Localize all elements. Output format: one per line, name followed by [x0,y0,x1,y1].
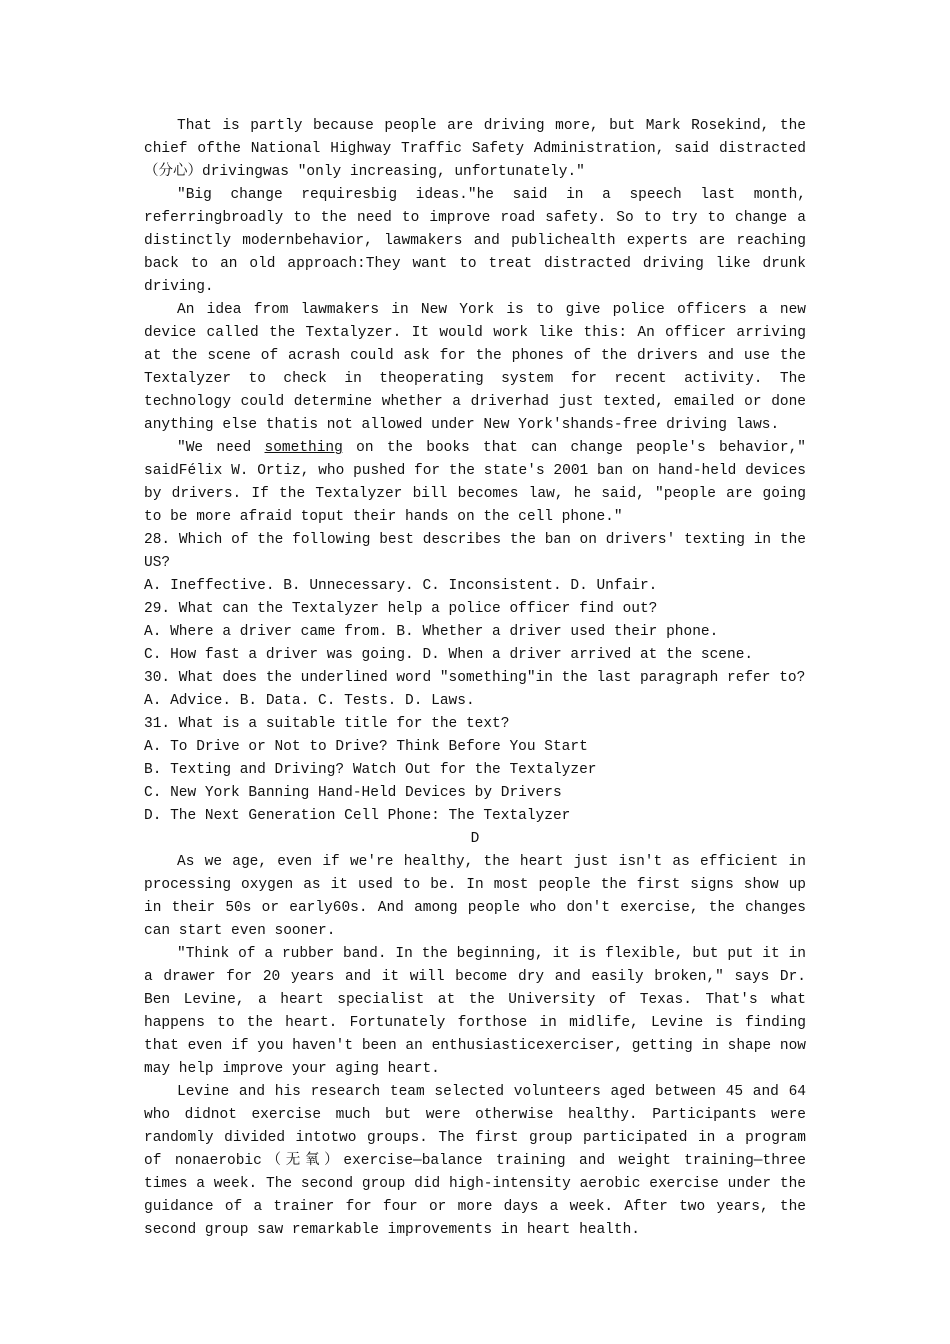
paragraph-c1: That is partly because people are driving more, but Mark Rosekind, the chief ofthe National Highway Traffic Safety Administration, said distracted（分心）drivingwas "only increasing, unfortunately." [144,118,806,180]
paragraph-c4-before: "We need [177,440,265,456]
document-body [144,115,806,1242]
paragraph-c4-after: on the books that can change people's behavior," saidFélix W. Ortiz, who pushed for the state's 2001 ban on hand-held devices by drivers. If the Textalyzer bill becomes law, he said, "people are going to be more afraid toput their hands on the cell phone." [144,440,806,525]
question-31-option-b: B. Texting and Driving? Watch Out for the Textalyzer [144,762,597,778]
question-30-options: A. Advice. B. Data. C. Tests. D. Laws. [144,693,475,709]
paragraph-c3: An idea from lawmakers in New York is to give police officers a new device called the Textalyzer. It would work like this: An officer arriving at the scene of acrash could ask for the phones of the drivers and use the Textalyzer to check in theoperating system for recent activity. The technology could determine whether a driverhad just texted, emailed or done anything else thatis not allowed under New York'shands-free driving laws. [144,302,806,433]
paragraph-d2: "Think of a rubber band. In the beginning, it is flexible, but put it in a drawer for 20 years and it will become dry and easily broken," says Dr. Ben Levine, a heart specialist at the University of Texas. That's what happens to the heart. Fortunately forthose in midlife, Levine is finding that even if you haven't been an enthusiasticexerciser, getting in shape now may help improve your aging heart. [144,946,806,1077]
question-29-stem: 29. What can the Textalyzer help a police officer find out? [144,601,658,617]
paragraph-d1: As we age, even if we're healthy, the heart just isn't as efficient in processing oxygen as it used to be. In most people the first signs show up in their 50s or early60s. And among people who don't exercise, the changes can start even sooner. [144,854,806,939]
question-30-stem: 30. What does the underlined word "something"in the last paragraph refer to? [144,670,806,686]
paragraph-c4 [144,437,806,529]
question-28-options: A. Ineffective. B. Unnecessary. C. Inconsistent. D. Unfair. [144,578,658,594]
question-31-option-d: D. The Next Generation Cell Phone: The Textalyzer [144,808,571,824]
question-31-option-c: C. New York Banning Hand-Held Devices by Drivers [144,785,562,801]
paragraph-c2: "Big change requiresbig ideas."he said in a speech last month, referringbroadly to the need to improve road safety. So to try to change a distinctly modernbehavior, lawmakers and publichealth experts are reaching back to an old approach:They want to treat distracted driving like drunk driving. [144,187,806,295]
question-29-options-line-1: A. Where a driver came from. B. Whether a driver used their phone. [144,624,719,640]
section-heading-d: D [470,831,480,847]
question-31-option-a: A. To Drive or Not to Drive? Think Before You Start [144,739,588,755]
paragraph-d3: Levine and his research team selected volunteers aged between 45 and 64 who didnot exercise much but were otherwise healthy. Participants were randomly divided intotwo groups. The first group participated in a program of nonaerobic（无氧）exercise—balance training and weight training—three times a week. The second group did high-intensity aerobic exercise under the guidance of a trainer for four or more days a week. After two years, the second group saw remarkable improvements in heart health. [144,1084,806,1238]
underlined-word: something [264,440,343,456]
question-29-options-line-2: C. How fast a driver was going. D. When a driver arrived at the scene. [144,647,754,663]
question-28-stem: 28. Which of the following best describes the ban on drivers' texting in the US? [144,532,806,571]
question-31-stem: 31. What is a suitable title for the text? [144,716,510,732]
